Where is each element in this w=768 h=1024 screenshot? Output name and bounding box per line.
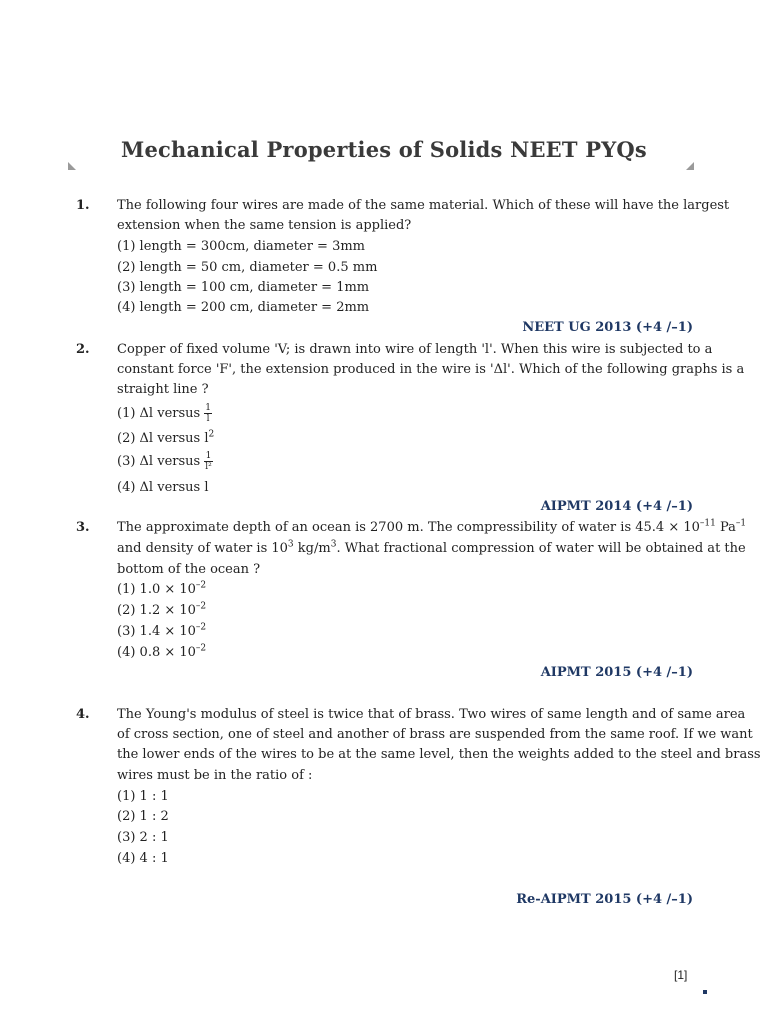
option: (2) length = 50 cm, diameter = 0.5 mm (117, 260, 378, 275)
option-text: (1) 1.0 × 10 (117, 582, 196, 597)
text-run: and density of water is 10 (117, 541, 288, 556)
fraction-denominator: l (206, 414, 210, 424)
superscript: –2 (195, 580, 207, 591)
exam-source: NEET UG 2013 (+4 /–1) (522, 320, 693, 335)
superscript: 3 (330, 539, 337, 550)
fraction-numerator: 1 (205, 403, 211, 413)
option-text: (2) Δl versus l (117, 431, 209, 446)
corner-mark-right (686, 162, 694, 170)
text-run: The approximate depth of an ocean is 2700 m. The compressibility of water is 45.4 × 10 (117, 520, 700, 535)
option: (2) 1 : 2 (117, 809, 169, 824)
question-text-line: bottom of the ocean ? (117, 562, 261, 577)
option: (3) 2 : 1 (117, 830, 169, 845)
question-text-line: the lower ends of the wires to be at the same level, then the weights added to the steel and brass (117, 747, 761, 762)
superscript: 2 (208, 429, 215, 440)
text-run: kg/m (293, 541, 331, 556)
exam-source: Re-AIPMT 2015 (+4 /–1) (516, 892, 693, 907)
superscript: –11 (699, 518, 716, 529)
option-text: (4) Δl versus l (117, 480, 209, 495)
question-text-line: Copper of fixed volume 'V; is drawn into wire of length 'l'. When this wire is subjected to a (117, 342, 713, 357)
fraction (204, 451, 213, 472)
fraction-denominator: l² (205, 462, 212, 472)
question-number: 3. (76, 520, 90, 535)
question-number: 2. (76, 342, 90, 357)
option (117, 480, 693, 495)
option (117, 645, 693, 660)
superscript: –2 (195, 622, 207, 633)
option: (3) length = 100 cm, diameter = 1mm (117, 280, 370, 295)
question-text-line: of cross section, one of steel and another of brass are suspended from the same roof. If we want (117, 727, 753, 742)
option-text: (1) Δl versus (117, 406, 201, 421)
exam-source: AIPMT 2014 (+4 /–1) (540, 499, 693, 514)
option-text: (3) Δl versus (117, 454, 201, 469)
option (117, 603, 693, 618)
question-text-line: straight line ? (117, 382, 209, 397)
fraction-numerator: 1 (205, 451, 212, 461)
question-text-line (117, 539, 746, 556)
exam-source: AIPMT 2015 (+4 /–1) (540, 665, 693, 680)
option (117, 403, 693, 424)
question-text-line: extension when the same tension is applied? (117, 218, 412, 233)
option: (1) 1 : 1 (117, 789, 169, 804)
option-text: (4) 0.8 × 10 (117, 645, 196, 660)
option: (4) 4 : 1 (117, 851, 169, 866)
question-text-line: wires must be in the ratio of : (117, 768, 313, 783)
option (117, 624, 693, 639)
page-number: [1] (674, 968, 688, 982)
option (117, 582, 693, 597)
question-number: 4. (76, 707, 90, 722)
superscript: 3 (287, 539, 294, 550)
option-text: (3) 1.4 × 10 (117, 624, 196, 639)
corner-mark-left (68, 162, 76, 170)
superscript: –1 (735, 518, 747, 529)
fraction (204, 403, 212, 424)
page-title: Mechanical Properties of Solids NEET PYQs (121, 137, 647, 162)
option (117, 451, 693, 472)
option (117, 431, 693, 446)
footer-dot (703, 990, 707, 994)
text-run: Pa (715, 520, 736, 535)
question-number: 1. (76, 198, 90, 213)
superscript: –2 (195, 601, 207, 612)
question-text-line (117, 518, 747, 535)
question-text-line: constant force 'F', the extension produced in the wire is 'Δl'. Which of the following graphs is a (117, 362, 745, 377)
option: (1) length = 300cm, diameter = 3mm (117, 239, 365, 254)
option: (4) length = 200 cm, diameter = 2mm (117, 300, 370, 315)
text-run: . What fractional compression of water will be obtained at the (336, 541, 746, 556)
superscript: –2 (195, 643, 207, 654)
question-text-line: The Young's modulus of steel is twice that of brass. Two wires of same length and of same area (117, 707, 746, 722)
option-text: (2) 1.2 × 10 (117, 603, 196, 618)
question-text-line: The following four wires are made of the same material. Which of these will have the largest (117, 198, 730, 213)
